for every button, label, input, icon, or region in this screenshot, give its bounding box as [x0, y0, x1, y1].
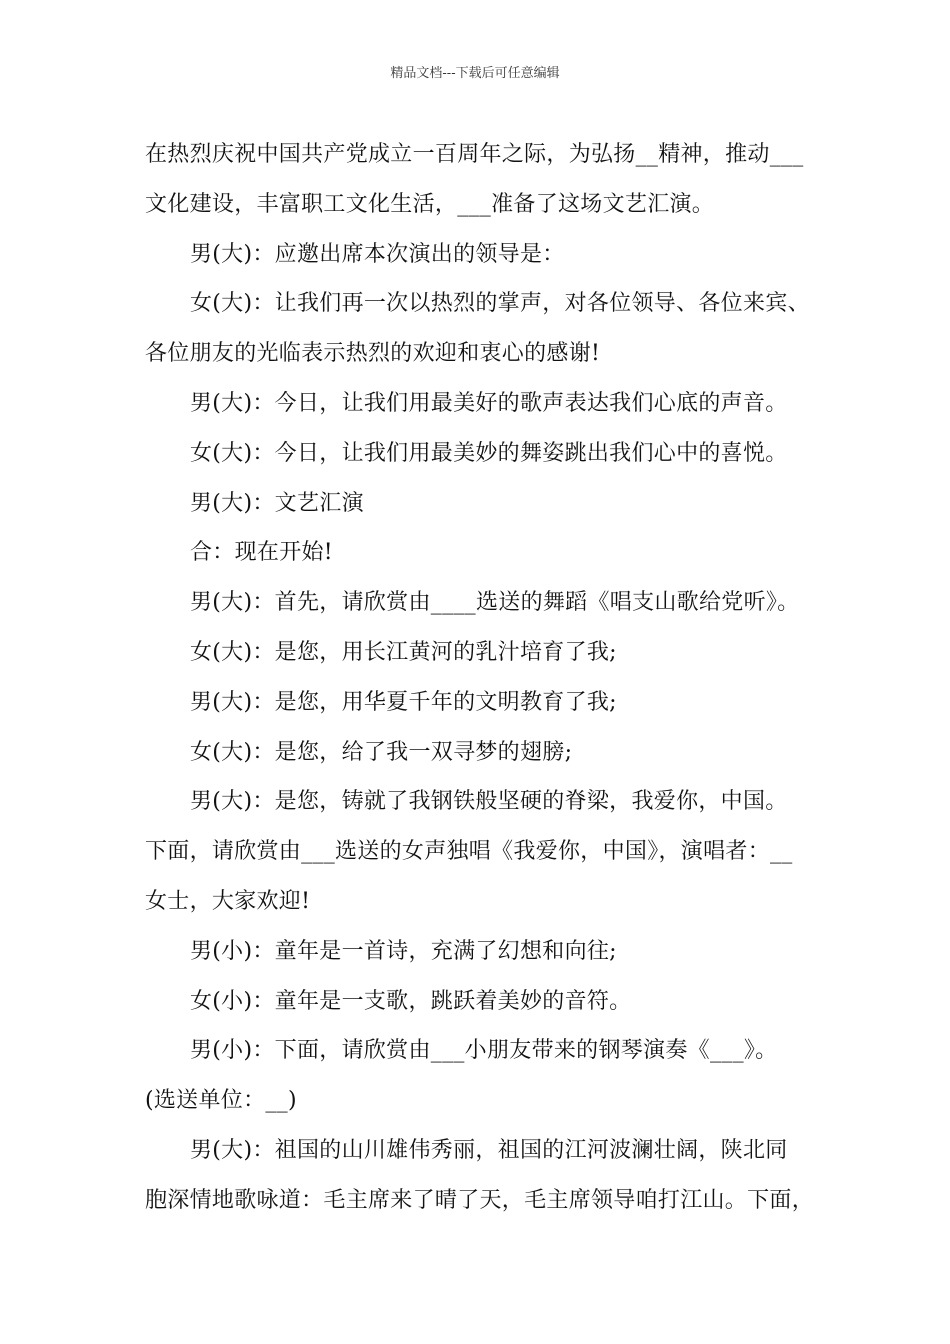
paragraph-line: 女(大)：今日，让我们用最美妙的舞姿跳出我们心中的喜悦。 [190, 440, 788, 466]
paragraph-line: 女(大)：是您，用长江黄河的乳汁培育了我; [190, 639, 617, 665]
paragraph-line: 男(大)：文艺汇演 [190, 490, 364, 516]
paragraph-line: 下面，请欣赏由___选送的女声独唱《我爱你，中国》，演唱者：__ [145, 839, 793, 865]
paragraph-line: 男(小)：下面，请欣赏由___小朋友带来的钢琴演奏《___》。 [190, 1038, 778, 1064]
paragraph-line: 各位朋友的光临表示热烈的欢迎和衷心的感谢! [145, 341, 601, 367]
paragraph-line: 女(大)：让我们再一次以热烈的掌声，对各位领导、各位来宾、 [190, 291, 810, 317]
paragraph-line: 男(大)：是您，用华夏千年的文明教育了我; [190, 689, 617, 715]
paragraph-line: 女士，大家欢迎! [145, 888, 311, 914]
page-header: 精品文档---下载后可任意编辑 [390, 66, 560, 81]
paragraph-line: 男(大)：今日，让我们用最美好的歌声表达我们心底的声音。 [190, 390, 788, 416]
paragraph-line: 文化建设，丰富职工文化生活，___准备了这场文艺汇演。 [145, 191, 715, 217]
paragraph-line: 男(大)：祖国的山川雄伟秀丽，祖国的江河波澜壮阔，陕北同 [190, 1137, 788, 1163]
paragraph-line: 合：现在开始! [190, 540, 333, 566]
paragraph-line: 男(大)：应邀出席本次演出的领导是： [190, 241, 565, 267]
paragraph-line: (选送单位：__) [145, 1088, 297, 1114]
paragraph-line: 男(小)：童年是一首诗，充满了幻想和向往; [190, 938, 617, 964]
paragraph-line: 胞深情地歌咏道：毛主席来了晴了天，毛主席领导咱打江山。下面， [145, 1187, 815, 1213]
document-body [145, 130, 825, 1226]
paragraph-line: 男(大)：是您，铸就了我钢铁般坚硬的脊梁，我爱你，中国。 [190, 789, 788, 815]
paragraph-line: 女(小)：童年是一支歌，跳跃着美妙的音符。 [190, 988, 632, 1014]
paragraph-line: 男(大)：首先，请欣赏由____选送的舞蹈《唱支山歌给党听》。 [190, 590, 800, 616]
paragraph-line: 在热烈庆祝中国共产党成立一百周年之际，为弘扬__精神，推动___ [145, 142, 804, 167]
paragraph-line: 女(大)：是您，给了我一双寻梦的翅膀; [190, 739, 573, 765]
